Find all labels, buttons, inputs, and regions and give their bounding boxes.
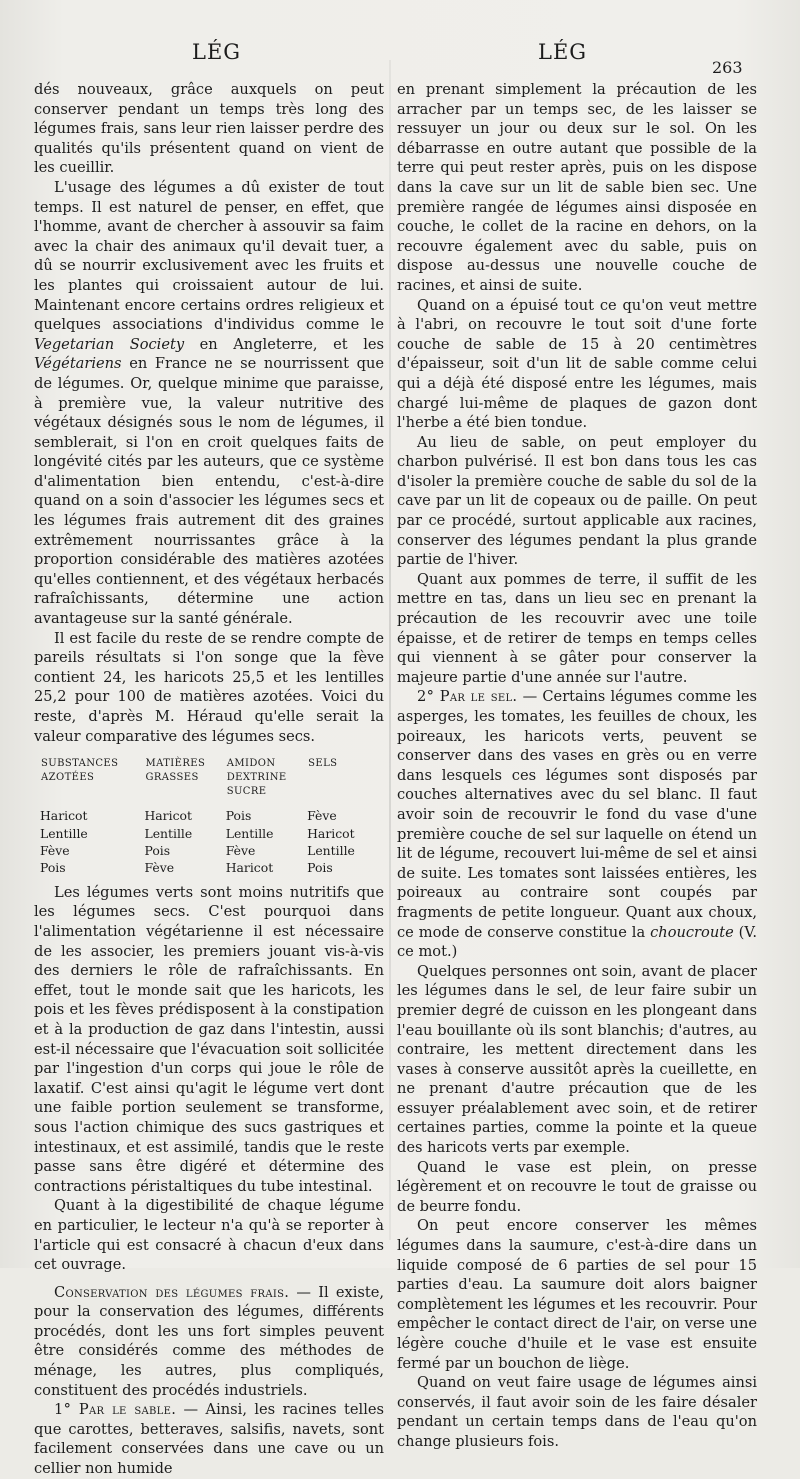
paragraph-text: — Ainsi, les racines telles que carottes, betteraves, salsifis, navets, sont facilement conservées dans une cave ou un cellier non humide [34, 1401, 384, 1478]
table-cell: Fève [225, 843, 256, 858]
paragraph: en prenant simplement la précaution de les arracher par un temps sec, de les laisser se ressuyer un jour ou deux sur le sol. On les débarrasse en outre autant que possible de la terre qui peut rester après, puis on les dispose dans la cave sur un lit de sable bien sec. Une première rangée de légumes ainsi disposée en couche, le collet de la racine en dehors, on la recouvre également avec du sable, puis on dispose au-dessus une nouvelle couche de racines, et ainsi de suite. [397, 81, 757, 294]
paragraph-text: en France ne se nourrissent que de légumes. Or, quelque minime que paraisse, à première vue, la valeur nutritive des végétaux désignés sous le nom de légumes, il semblerait, si l'on en croit quelques faits de longévité cités par les auteurs, que ce système d'alimentation bien entendu, c'est-à-dire quand on a soin d'associer les légumes secs et les légumes frais autrement dit des graines extrêmement nourrissantes grâce à la proportion considérable des matières azotées qu'elles contiennent, et des végétaux herbacés rafraîchissants, détermine une action avantageuse sur la santé générale. [34, 355, 384, 628]
table-row [40, 807, 370, 824]
table-cell: Fève [307, 808, 337, 824]
table-cell: Haricot [40, 808, 88, 824]
table-cell: Pois [225, 808, 252, 824]
table-header-row [40, 756, 370, 807]
paragraph [34, 1400, 384, 1478]
paragraph: Quand on veut faire usage de légumes ainsi conservés, il faut avoir soin de les faire désaler pendant un certain temps dans de l'eau qu'on change plusieurs fois. [397, 1374, 757, 1450]
paragraph [34, 178, 384, 629]
table-cell: Fève [144, 860, 175, 876]
column-divider [389, 60, 391, 1240]
paragraph-text: — Certains légumes comme les asperges, les tomates, les feuilles de choux, les poireaux, les haricots verts, peuvent se conserver dans des vases en grès ou en verre dans lesquels ces légumes sont disposés par couches alternatives avec du sel blanc. Il faut avoir soin de recouvrir le fond du vase d'une première couche de sel sur laquelle on étend un lit de légume, recouvert lui-même de sel et ainsi de suite. Les tomates sont laissées entières, les poireaux au contraire sont coupés par fragments de petite longueur. Quant aux choux, ce mode de conserve constitue la [397, 688, 758, 941]
comparison-table [40, 756, 370, 877]
table-header: SELS [308, 758, 338, 770]
paragraph-text: — Il existe, pour la conservation des légumes, différents procédés, dont les uns fort simples peuvent être considérés comme des méthodes de ménage, les autres, plus compliqués, constituent des procédés industriels. [34, 1283, 384, 1399]
subsection-heading: 2° Par le sel. [417, 688, 518, 706]
subsection-heading: 1° Par le sable. [54, 1401, 177, 1419]
paragraph: Quand le vase est plein, on presse légèrement et on recouvre le tout de graisse ou de beurre fondu. [397, 1158, 757, 1215]
table-header: AMIDON DEXTRINE SUCRE [226, 758, 287, 798]
table-cell: Lentille [307, 843, 355, 858]
table-cell: Pois [144, 843, 171, 858]
table-header: SUBSTANCES AZOTÉES [41, 758, 119, 784]
italic-term: choucroute [650, 923, 734, 941]
table-row [40, 842, 370, 859]
paragraph [34, 1283, 384, 1401]
italic-term: Vegetarian Society [34, 335, 185, 353]
table-cell: Haricot [225, 860, 274, 876]
paragraph: Il est facile du reste de se rendre compte de pareils résultats si l'on songe que la fève contient 24, les haricots 25,5 et les lentilles 25,2 pour 100 de matières azotées. Voici du reste, d'après M. Héraud qu'elle serait la valeur comparative des légumes secs. [34, 629, 384, 745]
running-head-left: LÉG [192, 40, 242, 64]
left-column [34, 80, 384, 1479]
paragraph-text: (V. ce mot.) [397, 923, 757, 961]
paragraph: Au lieu de sable, on peut employer du charbon pulvérisé. Il est bon dans tous les cas d'isoler la première couche de sable du sol de la cave par un lit de copeaux ou de paille. On peut par ce procédé, surtout applicable aux racines, conserver des légumes pendant la plus grande partie de l'hiver. [397, 433, 757, 569]
table-cell: Pois [40, 860, 66, 876]
table-cell: Pois [307, 860, 333, 876]
section-heading: Conservation des légumes frais. [54, 1283, 290, 1301]
paragraph: Les légumes verts sont moins nutritifs que les légumes secs. C'est pourquoi dans l'alimentation végétarienne il est nécessaire de les associer, les premiers jouant vis-à-vis des derniers le rôle de rafraîchissants. En effet, tout le monde sait que les haricots, les pois et les fèves prédisposent à la constipation et à la production de gaz dans l'intestin, aussi est-il nécessaire que l'évacuation soit sollicitée par l'ingestion d'un corps qui joue le rôle de laxatif. C'est ainsi qu'agit le légume vert dont une faible portion seulement se transforme, sous l'action chimique des sucs gastriques et intestinaux, et est assimilé, tandis que le reste passe sans être digéré et détermine des contractions péristaltiques du tube intestinal. [34, 883, 384, 1195]
table-cell: Haricot [144, 808, 192, 824]
paragraph: Quant à la digestibilité de chaque légume en particulier, le lecteur n'a qu'à se reporter à l'article qui est consacré à chacun d'eux dans cet ouvrage. [34, 1197, 384, 1274]
paragraph-text: L'usage des légumes a dû exister de tout temps. Il est naturel de penser, en effet, que l'homme, avant de chercher à assouvir sa faim avec la chair des animaux qu'il devait tuer, a dû se nourrir exclusivement avec les fruits et les plantes qui croissaient autour de lui. Maintenant encore certains ordres religieux et quelques associations d'individus comme le [34, 178, 384, 334]
table-cell: Lentille [225, 825, 274, 841]
table-cell: Lentille [40, 825, 88, 841]
table-cell: Fève [40, 843, 70, 858]
italic-term: Végétariens [34, 355, 122, 373]
page-number: 263 [712, 58, 743, 77]
paragraph: Quand on a épuisé tout ce qu'on veut mettre à l'abri, on recouvre le tout soit d'une forte couche de sable de 15 à 20 centimètres d'épaisseur, soit d'un lit de sable comme celui qui a déjà été disposé entre les légumes, mais chargé lui-même de plaques de gazon dont l'herbe a été bien tondue. [397, 296, 757, 432]
paragraph: dés nouveaux, grâce auxquels on peut conserver pendant un temps très long des légumes frais, sans leur rien laisser perdre des qualités qu'ils présentent quand on vient de les cueillir. [34, 81, 384, 177]
paragraph: On peut encore conserver les mêmes légumes dans la saumure, c'est-à-dire dans un liquide composé de 6 parties de sel pour 15 parties d'eau. La saumure doit alors baigner complètement les légumes et les recouvrir. Pour empêcher le contact direct de l'air, on verse une légère couche d'huile et le vase est ensuite fermé par un bouchon de liège. [397, 1217, 757, 1372]
table-cell: Haricot [307, 825, 355, 841]
running-head-right: LÉG [538, 40, 588, 64]
table-row [40, 859, 370, 876]
table-cell: Lentille [144, 825, 193, 841]
right-column [397, 80, 757, 1452]
table-header: MATIÈRES GRASSES [145, 758, 206, 784]
paragraph-text: en Angleterre, et les [184, 335, 385, 353]
table-row [40, 825, 370, 842]
paragraph: Quelques personnes ont soin, avant de placer les légumes dans le sel, de leur faire subir un premier degré de cuisson en les plongeant dans l'eau bouillante où ils sont blanchis; d'autres, au contraire, les mettent directement dans les vases à conserve aussitôt après la cueillette, en ne prenant d'autre précaution que de les essuyer préalablement avec soin, et de retirer certaines parties, comme la pointe et la queue des haricots verts par exemple. [397, 962, 757, 1157]
paragraph: Quant aux pommes de terre, il suffit de les mettre en tas, dans un lieu sec en prenant la précaution de les recouvrir avec une toile épaisse, et de retirer de temps en temps celles qui viennent à se gâter pour conserver la majeure partie d'une année sur l'autre. [397, 570, 757, 686]
paragraph [397, 687, 757, 961]
